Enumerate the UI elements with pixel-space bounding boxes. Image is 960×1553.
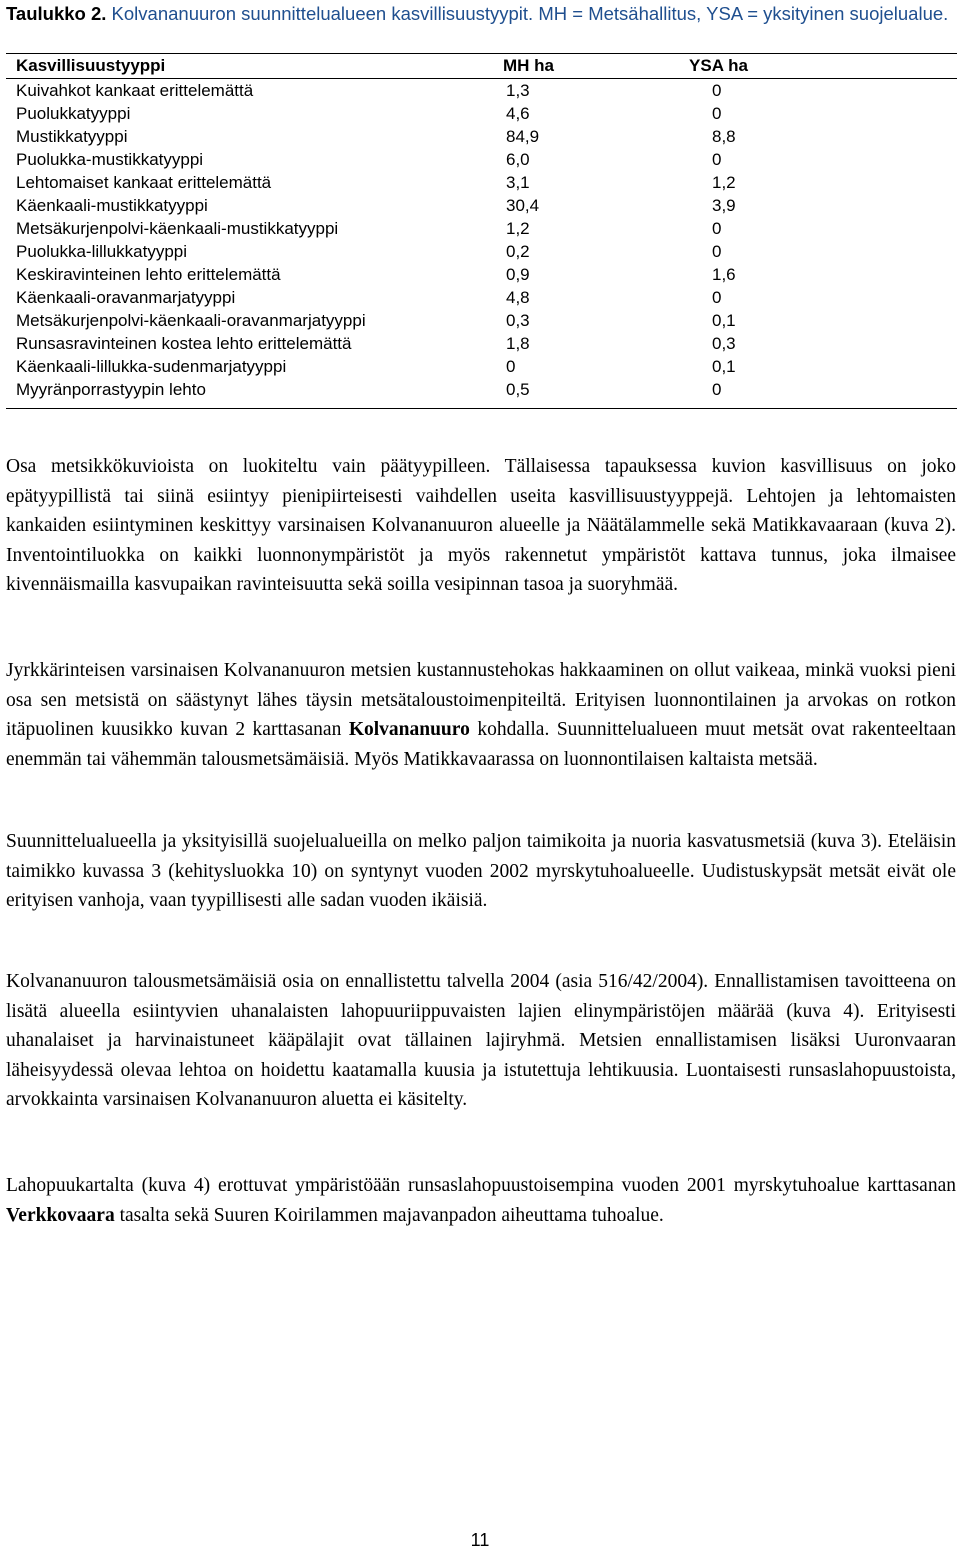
paragraph-2-bold-term: Kolvananuuro [348,719,470,740]
cell-ysa-ha: 0 [712,150,722,169]
cell-ysa-ha: 8,8 [712,127,736,146]
paragraph-5 [6,1171,956,1230]
table-row [6,194,957,217]
table-row [6,171,957,194]
cell-vegetation-type: Metsäkurjenpolvi-käenkaali-mustikkatyyppi [16,219,339,238]
cell-ysa-ha: 0 [712,219,722,238]
table-row [6,355,957,378]
table-row [6,263,957,286]
table-row [6,378,957,401]
table-row [6,102,957,125]
cell-ysa-ha: 0 [712,380,722,399]
cell-mh-ha: 0,9 [506,265,530,284]
cell-mh-ha: 6,0 [506,150,530,169]
header-ysa-ha: YSA ha [689,56,748,75]
table-row [6,217,957,240]
caption-text: Kolvananuuron suunnittelualueen kasvillisuustyypit. MH = Metsähallitus, YSA = yksityinen suojelualue. [106,3,949,24]
header-mh-ha: MH ha [503,56,554,75]
cell-vegetation-type: Käenkaali-lillukka-sudenmarjatyyppi [16,357,287,376]
cell-ysa-ha: 0 [712,288,722,307]
paragraph-2 [6,656,956,774]
cell-ysa-ha: 3,9 [712,196,736,215]
page-number: 11 [470,1530,490,1550]
cell-vegetation-type: Metsäkurjenpolvi-käenkaali-oravanmarjatyyppi [16,311,366,330]
header-vegetation-type: Kasvillisuustyyppi [16,56,166,75]
paragraph-4: Kolvananuuron talousmetsämäisiä osia on ennallistettu talvella 2004 (asia 516/42/2004). Ennallistamisen tavoitteena on lisätä alueella esiintyvien uhanalaisten lahopuuriippuvaisten lajien elinympäristöjen määrää (kuva 4). Erityisesti uhanalaiset ja harvinaistuneet kääpälajit ovat tällainen lajiryhmä. Metsien ennallistamisen lisäksi Uuronvaaran läheisyydessä olevaa lehtoa on hoidettu kaatamalla kuusia ja istutettuja lehtikuusia. Luontaisesti runsaslahopuustoista, arvokkainta varsinaisen Kolvananuuron aluetta ei käsitelty. [6,971,956,1110]
table-row [6,125,957,148]
table-row [6,332,957,355]
paragraph-1: Osa metsikkökuvioista on luokiteltu vain päätyypilleen. Tällaisessa tapauksessa kuvion kasvillisuus on joko epätyypillistä tai siinä esiintyy pienipiirteisesti vaihdellen useita kasvillisuustyyppejä. Lehtojen ja lehtomaisten kankaiden esiintyminen keskittyy varsinaisen Kolvananuuron alueelle ja Näätälammelle sekä Matikkavaaraan (kuva 2). Inventointiluokka on kaikki luonnonympäristöt ja myös rakennetut ympäristöt kattava tunnus, joka ilmaisee kivennäismailla kasvupaikan ravinteisuutta sekä soilla vesipinnan tasoa ja suoryhmää. [6,456,956,595]
cell-mh-ha: 4,8 [506,288,530,307]
paragraph-5-text-a: Lahopuukartalta (kuva 4) erottuvat ympäristöään runsaslahopuustoisempina vuoden 2001 myrskytuhoalue karttasanan [6,1175,956,1196]
cell-vegetation-type: Lehtomaiset kankaat erittelemättä [16,173,272,192]
cell-ysa-ha: 0 [712,104,722,123]
cell-ysa-ha: 0 [712,242,722,261]
cell-mh-ha: 0,3 [506,311,530,330]
cell-vegetation-type: Puolukkatyyppi [16,104,131,123]
cell-mh-ha: 3,1 [506,173,530,192]
cell-ysa-ha: 0 [712,81,722,100]
cell-ysa-ha: 0,1 [712,357,736,376]
cell-vegetation-type: Puolukka-lillukkatyyppi [16,242,188,261]
table-row [6,79,957,102]
cell-vegetation-type: Keskiravinteinen lehto erittelemättä [16,265,281,284]
caption-label: Taulukko 2. [6,3,107,24]
paragraph-3: Suunnittelualueella ja yksityisillä suojelualueilla on melko paljon taimikoita ja nuoria kasvatusmetsiä (kuva 3). Eteläisin taimikko kuvassa 3 (kehitysluokka 10) on syntynyt vuoden 2002 myrskytuhoalueelle. Uudistuskypsät metsät eivät ole erityisen vanhoja, vaan tyypillisesti alle sadan vuoden ikäisiä. [6,831,956,911]
paragraph-5-text-b: tasalta sekä Suuren Koirilammen majavanpadon aiheuttama tuhoalue. [114,1204,664,1226]
paragraph-2-text-a: Jyrkkärinteisen varsinaisen Kolvananuuron metsien kustannustehokas hakkaaminen on ollut vaikeaa, minkä vuoksi pieni osa sen metsistä on säästynyt lähes täysin metsätaloustoimenpiteiltä. Erityisen luonnontilainen ja arvokas on rotkon itäpuolinen kuusikko kuvan 2 karttasanan [6,660,956,740]
cell-ysa-ha: 1,6 [712,265,736,284]
cell-mh-ha: 0 [506,357,516,376]
paragraph-2-text-b: kohdalla. Suunnittelualueen muut metsät ovat rakenteeltaan enemmän tai vähemmän talousmetsämäisiä. Myös Matikkavaarassa on luonnontilaisen kaltaista metsää. [6,719,957,770]
table-row [6,240,957,263]
cell-mh-ha: 1,3 [506,81,530,100]
table-caption [6,2,951,25]
cell-vegetation-type: Käenkaali-mustikkatyyppi [16,196,208,215]
cell-mh-ha: 30,4 [506,196,540,215]
cell-vegetation-type: Mustikkatyyppi [16,127,128,146]
cell-ysa-ha: 0,1 [712,311,736,330]
cell-mh-ha: 4,6 [506,104,530,123]
cell-ysa-ha: 1,2 [712,173,736,192]
paragraph-5-bold-term: Verkkovaara [6,1204,115,1226]
table-row [6,309,957,332]
cell-mh-ha: 84,9 [506,127,540,146]
cell-mh-ha: 1,2 [506,219,530,238]
cell-mh-ha: 1,8 [506,334,530,353]
vegetation-table [6,53,957,409]
cell-vegetation-type: Myyränporrastyypin lehto [16,380,206,399]
cell-vegetation-type: Kuivahkot kankaat erittelemättä [16,81,254,100]
cell-ysa-ha: 0,3 [712,334,736,353]
cell-mh-ha: 0,5 [506,380,530,399]
cell-vegetation-type: Puolukka-mustikkatyyppi [16,150,204,169]
table-row [6,148,957,171]
cell-mh-ha: 0,2 [506,242,530,261]
table-header-row [6,54,957,79]
table-row [6,286,957,309]
cell-vegetation-type: Käenkaali-oravanmarjatyyppi [16,288,236,307]
cell-vegetation-type: Runsasravinteinen kostea lehto erittelemättä [16,334,352,353]
